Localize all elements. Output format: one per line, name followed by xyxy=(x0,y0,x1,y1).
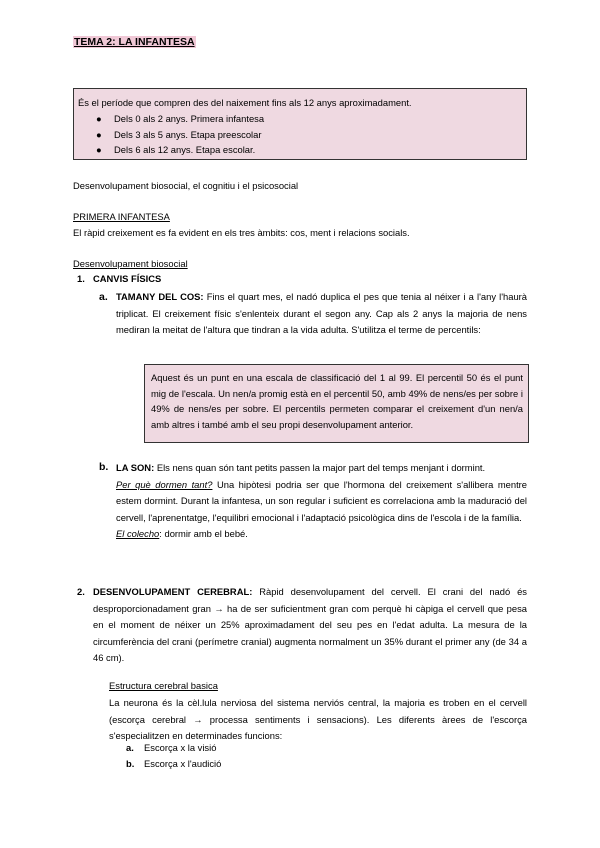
item-letter: b. xyxy=(99,461,109,473)
cerebral-paragraph xyxy=(93,584,527,667)
canvis-heading: CANVIS FÍSICS xyxy=(93,273,162,284)
list-item xyxy=(94,127,264,143)
colecho-label: El colecho xyxy=(116,528,160,539)
cerebral-label: DESENVOLUPAMENT CEREBRAL: xyxy=(93,586,253,597)
colecho-text: : dormir amb el bebé. xyxy=(159,528,248,539)
function-item: Escorça x la visió xyxy=(144,742,217,753)
bullet-icon: ● xyxy=(96,113,102,124)
list-item-text: Dels 6 als 12 anys. Etapa escolar. xyxy=(114,144,256,155)
son-paragraph xyxy=(116,460,527,543)
biosocial-heading: Desenvolupament biosocial xyxy=(73,258,188,269)
bullet-icon: ● xyxy=(96,144,102,155)
tamany-label: TAMANY DEL COS: xyxy=(116,291,204,302)
list-item xyxy=(94,111,264,127)
list-item xyxy=(94,142,264,158)
cerebral-text: Ràpid desenvolupament del cervell. El crani del nadó és desproporcionadament gran → ha de ser suficientment gran com perquè hi càpiga el cervell que pesa en el moment de néixer un 25% aproximadament del seu pes en l'edat adulta. La mesura de la circumferència del crani (perímetre cranial) augmenta normalment un 35% durant el primer any (de 34 a 46 cm). xyxy=(93,586,527,663)
section-number: 2. xyxy=(77,586,85,597)
son-label: LA SON: xyxy=(116,462,155,473)
estructura-paragraph: La neurona és la cèl.lula nerviosa del sistema nerviós central, la majoria es troben en el cervell (escorça cerebral → processa sentiments i sensacions). Les diferents àrees de l'escorça s'especialitzen en determinades funcions: xyxy=(109,697,527,741)
primera-text: El ràpid creixement es fa evident en els tres àmbits: cos, ment i relacions socials. xyxy=(73,227,410,238)
primera-heading: PRIMERA INFANTESA xyxy=(73,211,170,222)
section-number: 1. xyxy=(77,273,85,284)
percentile-box: Aquest és un punt en una escala de classificació del 1 al 99. El percentil 50 és el punt mig de l'escala. Un nen/a promig està en el percentil 50, amb 49% de nens/es per sobre i 49% de nens/es per sobre. El percentils permeten comparar el creixement d'un nen/a amb altres i també amb el seu propi desenvolupament anterior. xyxy=(144,364,529,443)
function-item: Escorça x l'audició xyxy=(144,758,222,769)
definition-intro: És el període que compren des del naixement fins als 12 anys aproximadament. xyxy=(78,97,412,108)
tamany-text: Fins el quart mes, el nadó duplica el pes que tenia al néixer i a l'any l'haurà triplicat. El creixement físic s'enlenteix durant el segon any. Cap als 2 anys la majoria de nens mediran la meitat de l'altura que tindran a la vida adulta. S'utilitza el terme de percentils: xyxy=(116,291,528,335)
age-stage-list xyxy=(94,111,264,158)
list-item-text: Dels 0 als 2 anys. Primera infantesa xyxy=(114,113,265,124)
bullet-icon: ● xyxy=(96,128,102,140)
item-letter: b. xyxy=(126,758,135,769)
item-letter: a. xyxy=(99,291,108,303)
estructura-heading: Estructura cerebral basica xyxy=(109,680,218,691)
item-letter: a. xyxy=(126,742,134,753)
tamany-paragraph xyxy=(116,289,527,339)
page-title: TEMA 2: LA INFANTESA xyxy=(74,36,195,48)
son-question: Per què dormen tant? xyxy=(116,478,213,490)
domains-line: Desenvolupament biosocial, el cognitiu i el psicosocial xyxy=(73,180,299,191)
son-answer: Una hipòtesi podria ser que l'hormona del creixement s'allibera mentre estem dormint. Durant la infantesa, un son regular i suficient es correlaciona amb la maduració del cervell, l'aprenentatge, l'equilibri emocional i l'adaptació psicològica dins de l'escola i de la família. xyxy=(116,478,528,523)
son-text: Els nens quan són tant petits passen la major part del temps menjant i dormint. xyxy=(156,462,486,473)
list-item-text: Dels 3 als 5 anys. Etapa preescolar xyxy=(114,128,262,140)
definition-box xyxy=(73,88,527,160)
